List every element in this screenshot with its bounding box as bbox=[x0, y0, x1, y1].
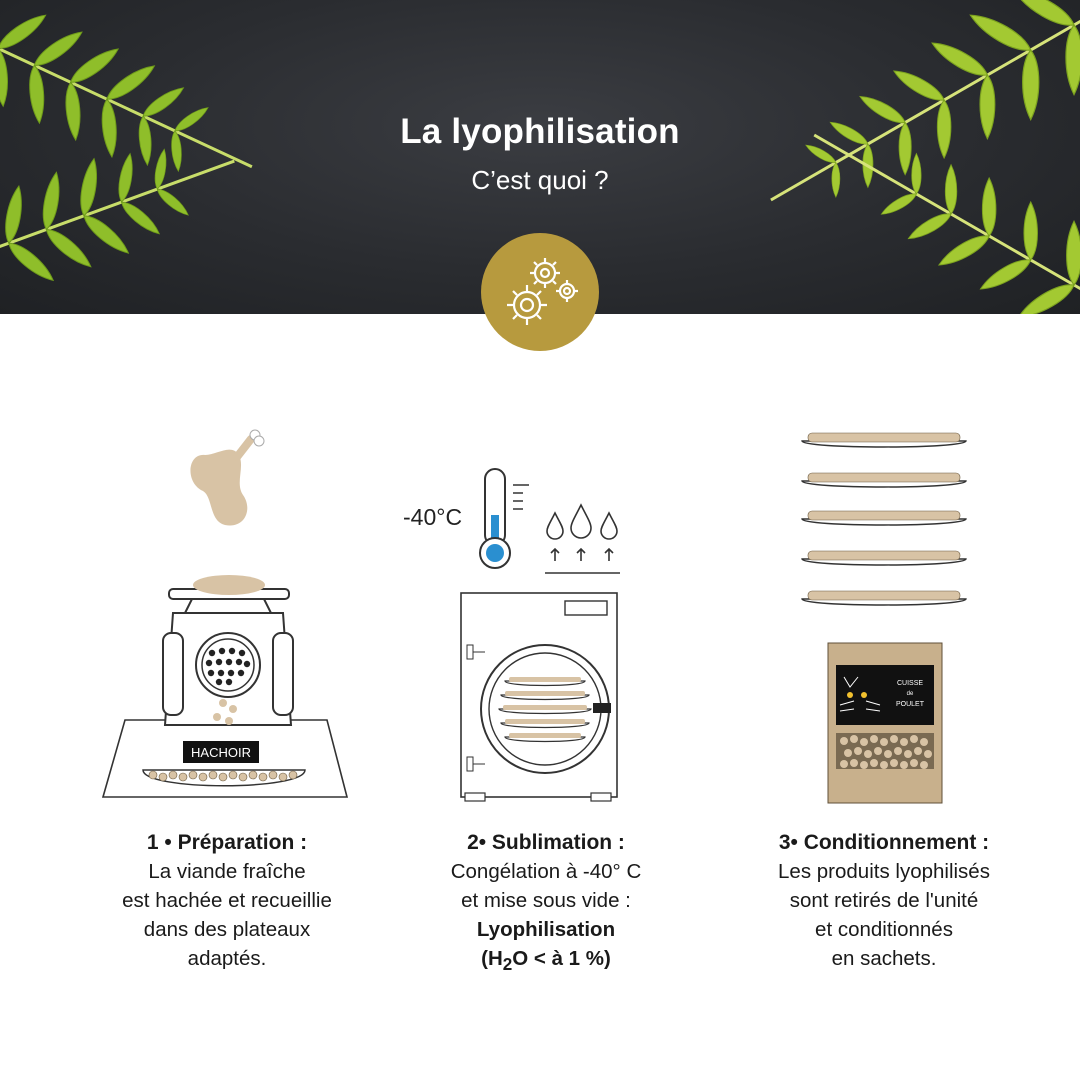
step-line: en sachets. bbox=[831, 947, 937, 970]
packaging-illustration bbox=[798, 425, 970, 807]
page-subtitle: C’est quoi ? bbox=[471, 165, 609, 195]
step-line: La viande fraîche bbox=[148, 860, 306, 883]
freeze-dryer-illustration bbox=[455, 465, 635, 805]
step-line: est hachée et recueillie bbox=[122, 889, 332, 912]
product-bag bbox=[828, 643, 942, 803]
gears-icon bbox=[481, 233, 599, 351]
step-line: dans des plateaux bbox=[143, 918, 311, 941]
thermometer-icon bbox=[480, 469, 529, 568]
step-line: Les produits lyophilisés bbox=[778, 860, 990, 883]
page-title: La lyophilisation bbox=[400, 112, 680, 151]
step-heading: 2• Sublimation : bbox=[467, 831, 625, 854]
water-formula: ($H_2O$ < à 1 %) bbox=[481, 947, 611, 975]
step-line: et conditionnés bbox=[815, 918, 953, 941]
meat-grinder-illustration bbox=[95, 425, 355, 805]
step-heading: 3• Conditionnement : bbox=[778, 831, 990, 854]
step-sublimation bbox=[396, 828, 696, 979]
bag-label-line-2: de bbox=[906, 691, 914, 697]
step-line: Congélation à -40° C bbox=[450, 860, 642, 883]
step-conditionnement bbox=[734, 828, 1034, 973]
water-drops-icon bbox=[547, 505, 617, 561]
pellet-trays bbox=[802, 433, 966, 605]
chicken-leg-icon bbox=[190, 430, 264, 526]
bag-label-line-3: POULET bbox=[895, 701, 925, 708]
step-line: et mise sous vide : bbox=[461, 889, 631, 912]
grinder-label: HACHOIR bbox=[191, 745, 251, 760]
step-heading: 1 • Préparation : bbox=[146, 831, 308, 854]
step-line: sont retirés de l'unité bbox=[789, 889, 979, 912]
step-bold-line: Lyophilisation bbox=[476, 918, 616, 941]
bag-label-line-1: CUISSE bbox=[896, 680, 924, 687]
step-line: adaptés. bbox=[187, 947, 267, 970]
step-preparation bbox=[77, 828, 377, 973]
temperature-label: -40°C bbox=[403, 504, 463, 530]
